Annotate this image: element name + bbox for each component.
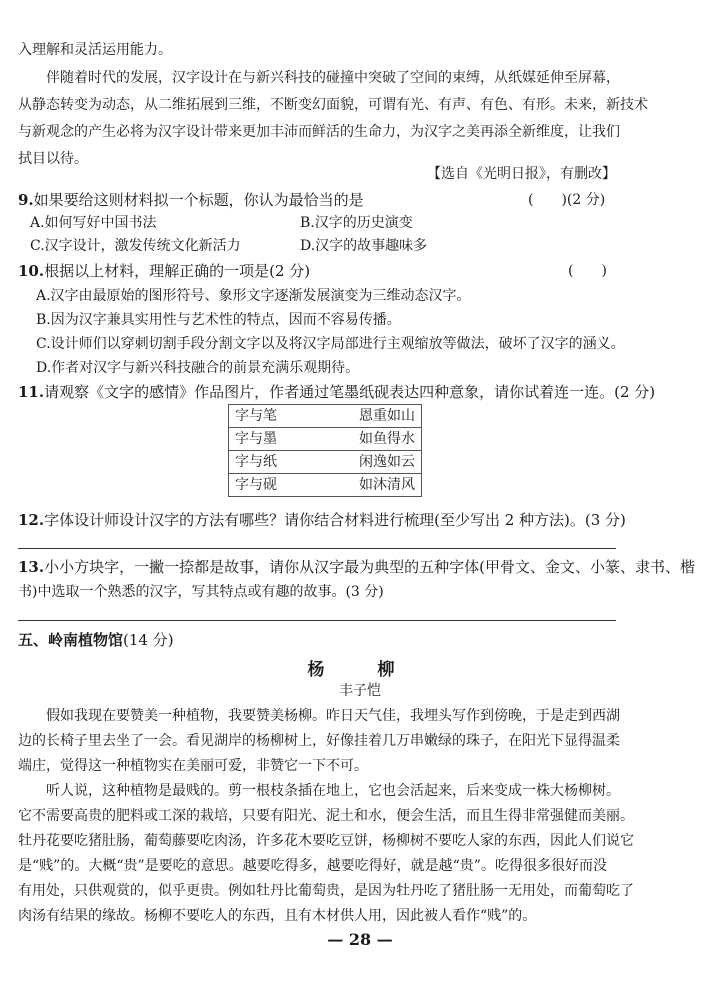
article-line: 肉汤有结果的缘故。杨柳不要吃人的东西，且有木材供人用，因此被人看作“贱”的。 bbox=[18, 908, 537, 924]
passage-line: 从静态转变为动态，从二维拓展到三维，不断变幻面貌，可谓有光、有声、有色、有形。未来，新技术 bbox=[18, 97, 648, 113]
match-right-item[interactable]: 如沐清风 bbox=[314, 474, 421, 497]
question-text: 根据以上材料，理解正确的一项是(2 分) bbox=[44, 262, 311, 280]
article-line: 端庄，觉得这一种植物实在美丽可爱，非赞它一下不可。 bbox=[18, 758, 368, 774]
question-13 bbox=[18, 557, 698, 577]
table-row bbox=[229, 405, 422, 428]
answer-line[interactable] bbox=[18, 620, 616, 621]
article-line: 它不需要高贵的肥料或工深的栽培，只要有阳光、泥土和水，便会生活，而且生得非常强健而美丽。 bbox=[18, 808, 634, 824]
option-d: D.作者对汉字与新兴科技融合的前景充满乐观期待。 bbox=[36, 360, 360, 376]
article-line: 假如我现在要赞美一种植物，我要赞美杨柳。昨日天气佳，我埋头写作到傍晚，于是走到西湖 bbox=[46, 708, 620, 724]
article-line: 是“贱”的。大概“贵”是要吃的意思。越要吃得多，越要吃得好，就是越“贵”。吃得很多很好而没 bbox=[18, 858, 607, 874]
options-row bbox=[30, 236, 690, 256]
question-text: 请观察《文字的感情》作品图片，作者通过笔墨纸砚表达四种意象，请你试着连一连。(2 分) bbox=[44, 383, 656, 401]
option-a: A.如何写好中国书法 bbox=[30, 215, 157, 231]
source-citation: 【选自《光明日报》，有删改】 bbox=[427, 166, 616, 182]
question-text: 如果要给这则材料拟一个标题，你认为最恰当的是 bbox=[33, 191, 364, 209]
passage-line: 入理解和灵活运用能力。 bbox=[18, 42, 172, 58]
match-right-item[interactable]: 闲逸如云 bbox=[314, 451, 421, 474]
option-d: D.汉字的故事趣味多 bbox=[300, 238, 428, 254]
option-a: A.汉字由最原始的图形符号、象形文字逐渐发展演变为三维动态汉字。 bbox=[36, 288, 471, 304]
section-heading bbox=[18, 630, 174, 650]
question-number: 9. bbox=[18, 191, 34, 209]
option-c: C.汉字设计，激发传统文化新活力 bbox=[30, 238, 241, 254]
match-left-item[interactable]: 字与纸 bbox=[229, 451, 315, 474]
table-row bbox=[229, 428, 422, 451]
section-score: (14 分) bbox=[123, 631, 174, 649]
question-number: 11. bbox=[18, 383, 45, 401]
passage-line: 与新观念的产生必将为汉字设计带来更加丰沛而鲜活的生命力，为汉字之美再添全新维度，让我们 bbox=[18, 124, 620, 140]
answer-paren: ( )(2 分) bbox=[528, 192, 606, 208]
question-text-continued: 书)中选取一个熟悉的汉字，写其特点或有趣的故事。(3 分) bbox=[18, 584, 384, 600]
match-right-item[interactable]: 如鱼得水 bbox=[314, 428, 421, 451]
article-title: 杨 柳 bbox=[307, 660, 413, 680]
option-b: B.因为汉字兼具实用性与艺术性的特点，因而不容易传播。 bbox=[36, 312, 401, 328]
passage-line: 伴随着时代的发展，汉字设计在与新兴科技的碰撞中突破了空间的束缚，从纸媒延伸至屏幕， bbox=[46, 70, 620, 86]
match-left-item[interactable]: 字与笔 bbox=[229, 405, 315, 428]
match-right-item[interactable]: 恩重如山 bbox=[314, 405, 421, 428]
question-12 bbox=[18, 510, 698, 530]
answer-line[interactable] bbox=[18, 548, 616, 549]
article-line: 有用处，只供观赏的，似乎更贵。例如牡丹比葡萄贵，是因为牡丹吃了猪肚肠一无用处，而葡萄吃了 bbox=[18, 883, 634, 899]
page-number: — 28 — bbox=[327, 930, 393, 949]
match-left-item[interactable]: 字与墨 bbox=[229, 428, 315, 451]
option-c: C.设计师们以穿刺切割手段分割文字以及将汉字局部进行主观缩放等做法，破坏了汉字的涵义。 bbox=[36, 336, 625, 352]
option-b: B.汉字的历史演变 bbox=[300, 215, 413, 231]
question-text: 字体设计师设计汉字的方法有哪些？请你结合材料进行梳理(至少写出 2 种方法)。(3 分) bbox=[44, 511, 626, 529]
table-row bbox=[229, 474, 422, 497]
question-text: 小小方块字，一撇一捺都是故事，请你从汉字最为典型的五种字体(甲骨文、金文、小篆、隶书、楷 bbox=[44, 558, 695, 576]
options-row bbox=[30, 213, 690, 233]
answer-paren: ( ) bbox=[568, 263, 607, 279]
section-label: 五、岭南植物馆 bbox=[18, 631, 124, 649]
question-number: 13. bbox=[18, 558, 45, 576]
question-number: 10. bbox=[18, 262, 45, 280]
passage-line: 拭目以待。 bbox=[18, 151, 88, 167]
article-author: 丰子恺 bbox=[339, 683, 381, 699]
article-line: 边的长椅子里去坐了一会。看见湖岸的杨柳树上，好像挂着几万串嫩绿的珠子，在阳光下显得温柔 bbox=[18, 733, 620, 749]
table-row bbox=[229, 451, 422, 474]
question-number: 12. bbox=[18, 511, 45, 529]
matching-table bbox=[228, 404, 422, 497]
article-line: 听人说，这种植物是最贱的。剪一根枝条插在地上，它也会活起来，后来变成一株大杨柳树。 bbox=[46, 783, 620, 799]
match-left-item[interactable]: 字与砚 bbox=[229, 474, 315, 497]
article-line: 牡丹花要吃猪肚肠，葡萄藤要吃肉汤，许多花木要吃豆饼，杨柳树不要吃人家的东西，因此人们说它 bbox=[18, 833, 634, 849]
question-11 bbox=[18, 382, 698, 402]
